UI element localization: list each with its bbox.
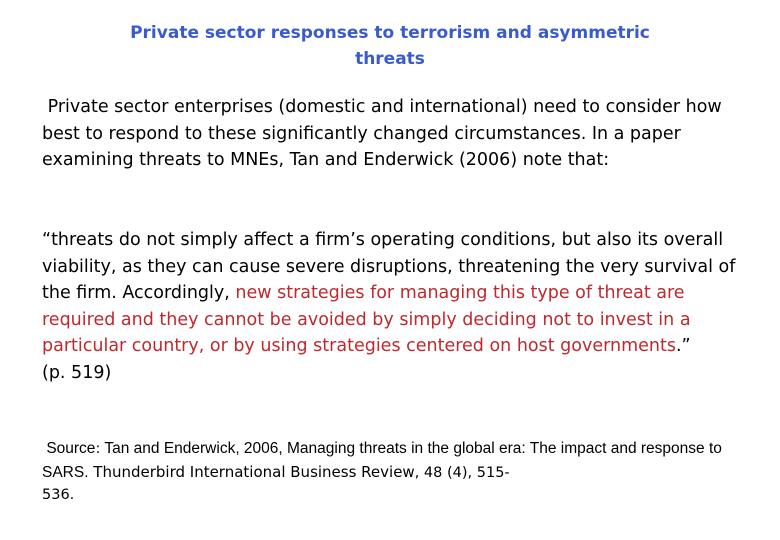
quote-page-reference: (p. 519) [42,362,112,383]
source-citation [42,438,742,507]
intro-paragraph [42,94,742,174]
intro-paragraph-text: Private sector enterprises (domestic and international) need to consider how best to respond to these significantly changed circumstances. In a paper examining threats to MNEs, Tan and Enderwick (2006) note that: [42,97,722,170]
slide-title [60,20,720,72]
quote-closing: .” [675,336,691,356]
slide-title-line1: Private sector responses to terrorism and asymmetric [130,23,650,43]
quote-emphasis-text: new strategies for managing this type of threat are required and they cannot be avoided by simply deciding not to invest in a particular country, or by using strategies centered on host governments [42,283,691,356]
quote-paragraph [42,227,742,386]
source-details: , 48 (4), 515- [414,464,510,481]
source-journal: Thunderbird International Business Review [88,462,415,481]
source-details-end: 536. [42,487,75,503]
source-colon: : [95,441,101,457]
slide-title-line2: threats [355,49,425,69]
quote-plain-text: “threats do not simply affect a firm’s operating conditions, but also its overall viability, as they can cause severe disruptions, threatening the very survival of the firm. Accordingly, [42,230,736,303]
source-label: Source [46,440,96,457]
source-citation-text: Tan and Enderwick, 2006, Managing threats in the global era: The impact and response to SARS. [42,440,722,481]
